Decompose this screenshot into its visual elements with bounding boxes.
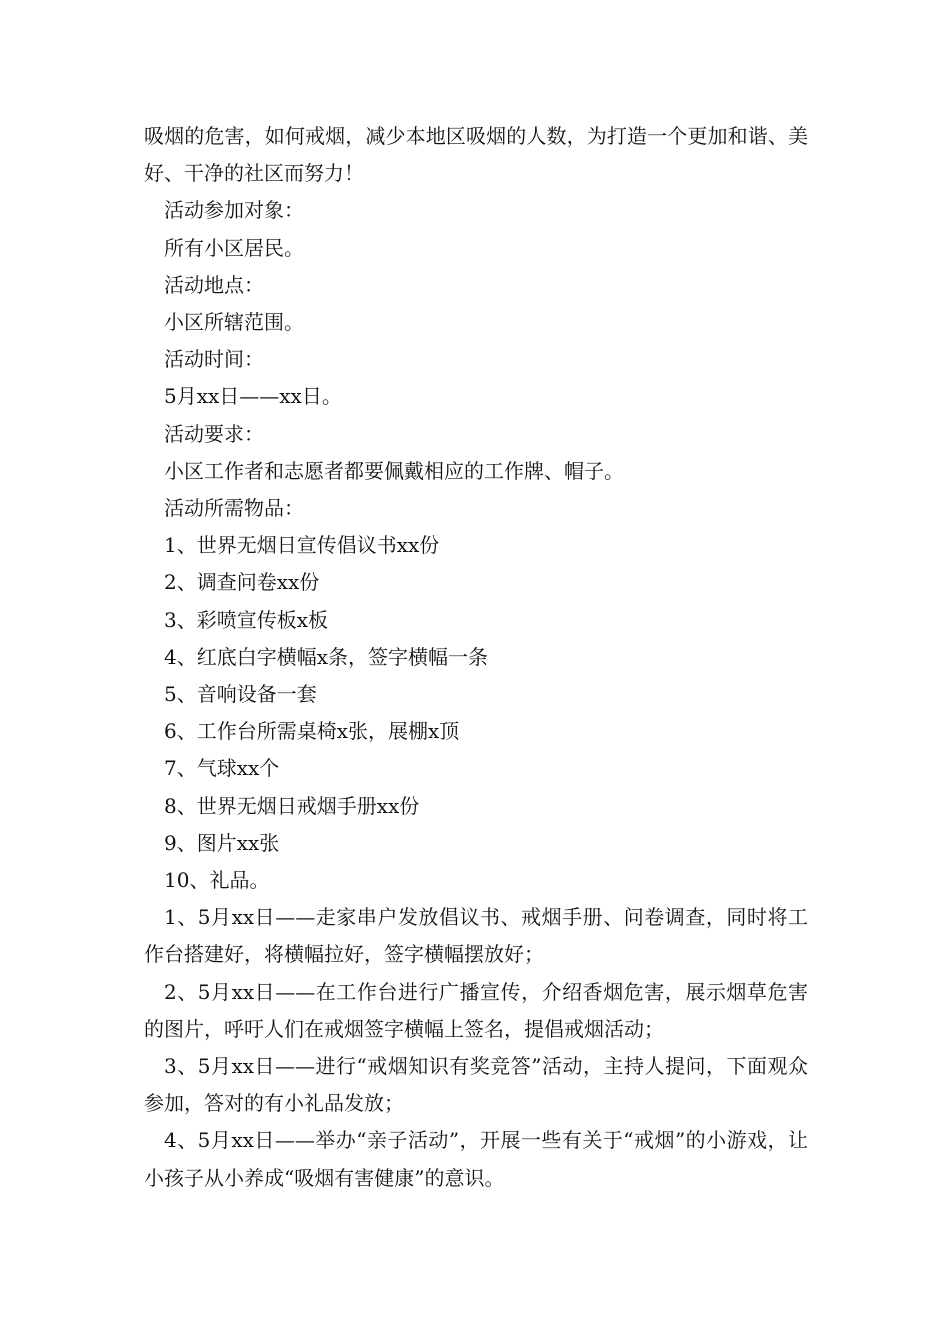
materials-item: 10、礼品。 xyxy=(164,868,270,893)
requirements-text: 小区工作者和志愿者都要佩戴相应的工作牌、帽子。 xyxy=(164,458,624,483)
materials-item: 5、音响设备一套 xyxy=(164,682,317,707)
requirements-heading: 活动要求： xyxy=(164,421,264,446)
time-text: 5月xx日——xx日。 xyxy=(164,384,342,409)
time-heading: 活动时间： xyxy=(164,347,264,372)
materials-item: 7、气球xx个 xyxy=(164,756,280,781)
materials-item: 9、图片xx张 xyxy=(164,830,280,855)
materials-item: 2、调查问卷xx份 xyxy=(164,570,320,595)
schedule-item: 3、5月xx日——进行“戒烟知识有奖竞答”活动，主持人提问，下面观众参加，答对的有小礼品发放； xyxy=(144,1054,808,1116)
schedule-item: 1、5月xx日——走家串户发放倡议书、戒烟手册、问卷调查，同时将工作台搭建好，将横幅拉好，签字横幅摆放好； xyxy=(144,905,808,967)
materials-item: 6、工作台所需桌椅x张，展棚x顶 xyxy=(164,719,460,744)
materials-item: 1、世界无烟日宣传倡议书xx份 xyxy=(164,533,440,558)
document-body xyxy=(144,118,808,1197)
materials-heading: 活动所需物品： xyxy=(164,496,304,521)
intro-paragraph: 吸烟的危害，如何戒烟，减少本地区吸烟的人数，为打造一个更加和谐、美好、干净的社区而努力！ xyxy=(144,124,808,186)
location-text: 小区所辖范围。 xyxy=(164,310,304,335)
materials-item: 3、彩喷宣传板x板 xyxy=(164,607,329,632)
schedule-item: 2、5月xx日——在工作台进行广播宣传，介绍香烟危害，展示烟草危害的图片，呼吁人们在戒烟签字横幅上签名，提倡戒烟活动； xyxy=(144,979,808,1041)
participants-heading: 活动参加对象： xyxy=(164,198,304,223)
location-heading: 活动地点： xyxy=(164,272,264,297)
materials-item: 4、红底白字横幅x条，签字横幅一条 xyxy=(164,644,489,669)
schedule-item: 4、5月xx日——举办“亲子活动”，开展一些有关于“戒烟”的小游戏，让小孩子从小养成“吸烟有害健康”的意识。 xyxy=(144,1128,808,1190)
participants-text: 所有小区居民。 xyxy=(164,235,304,260)
materials-item: 8、世界无烟日戒烟手册xx份 xyxy=(164,793,420,818)
